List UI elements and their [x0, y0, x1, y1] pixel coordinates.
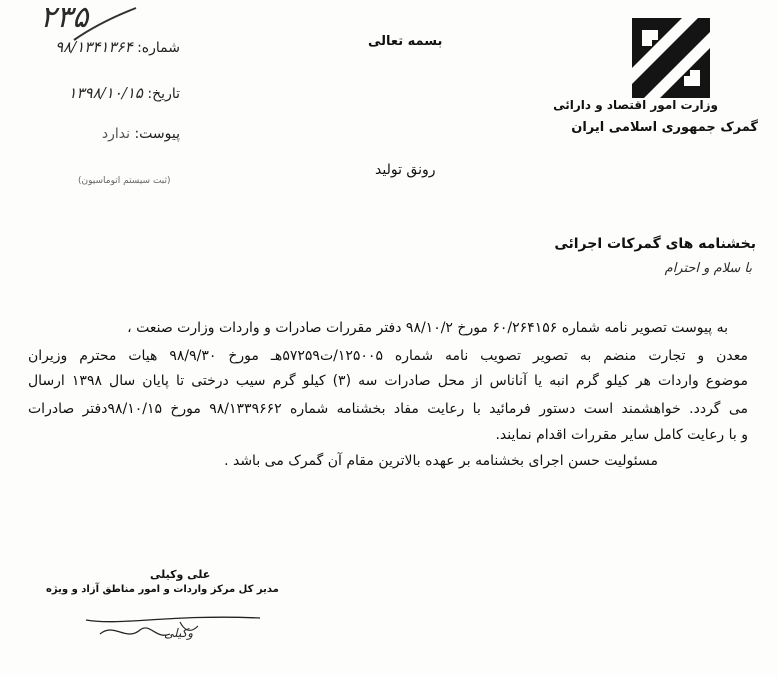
number-label: شماره:	[137, 40, 180, 56]
body-line-1: به پیوست تصویر نامه شماره ۶۰/۲۶۴۱۵۶ مورخ ۹۸/۱۰/۲ دفتر مقررات صادرات و واردات وزارت صنعت ،	[127, 320, 728, 336]
body-line-5: و با رعایت کامل سایر مقررات اقدام نمایند.	[495, 427, 748, 443]
number-value: ۹۸/۱۳۴۱۳۶۴	[55, 38, 133, 56]
customs-name: گمرک جمهوری اسلامی ایران	[571, 120, 758, 135]
handwritten-number: ۲۳۵	[40, 0, 89, 35]
date-row	[40, 84, 180, 102]
ministry-name: وزارت امور اقتصاد و دارائی	[553, 98, 718, 112]
greeting: با سلام و احترام	[664, 261, 752, 276]
body-line-3: موضوع واردات هر کیلو گرم انبه یا آناناس از محل صادرات سه (۳) کیلو گرم سیب درختی تا پایان سال ۱۳۹۸ ارسال	[28, 373, 749, 389]
customs-logo-icon	[632, 18, 710, 98]
copy-to: رونق تولید	[375, 162, 436, 178]
attachment-row	[84, 126, 180, 142]
body-line-6: مسئولیت حسن اجرای بخشنامه بر عهده بالاترین مقام آن گمرک می باشد .	[224, 453, 658, 469]
signer-name: علی وکیلی	[150, 568, 211, 581]
body-line-4: می گردد. خواهشمند است دستور فرمائید با رعایت مفاد بخشنامه شماره ۹۸/۱۳۳۹۶۶۲ مورخ ۹۸/۱۰/۱۵دفتر صادرات	[28, 401, 748, 417]
date-label: تاریخ:	[147, 86, 180, 102]
attachment-value: ندارد	[101, 126, 130, 142]
bismillah: بسمه تعالی	[368, 34, 443, 49]
signature-scribble-icon	[80, 600, 270, 650]
body-line-2: معدن و تجارت منضم به تصویر تصویب نامه شماره ۱۲۵۰۰۵/ت۵۷۲۵۹هـ مورخ ۹۸/۹/۳۰ هیات محترم وزیران	[28, 348, 749, 364]
signer-title: مدیر کل مرکز واردات و امور مناطق آزاد و ویژه	[46, 584, 279, 595]
date-value: ۱۳۹۸/۱۰/۱۵	[68, 84, 143, 102]
attachment-label: پیوست:	[134, 126, 180, 142]
automation-stamp: (ثبت سیستم اتوماسیون)	[78, 176, 171, 186]
recipient: بخشنامه های گمرکات اجرائی	[554, 236, 756, 252]
number-row	[40, 38, 180, 56]
signature-handwriting: وکیلی	[164, 626, 194, 640]
